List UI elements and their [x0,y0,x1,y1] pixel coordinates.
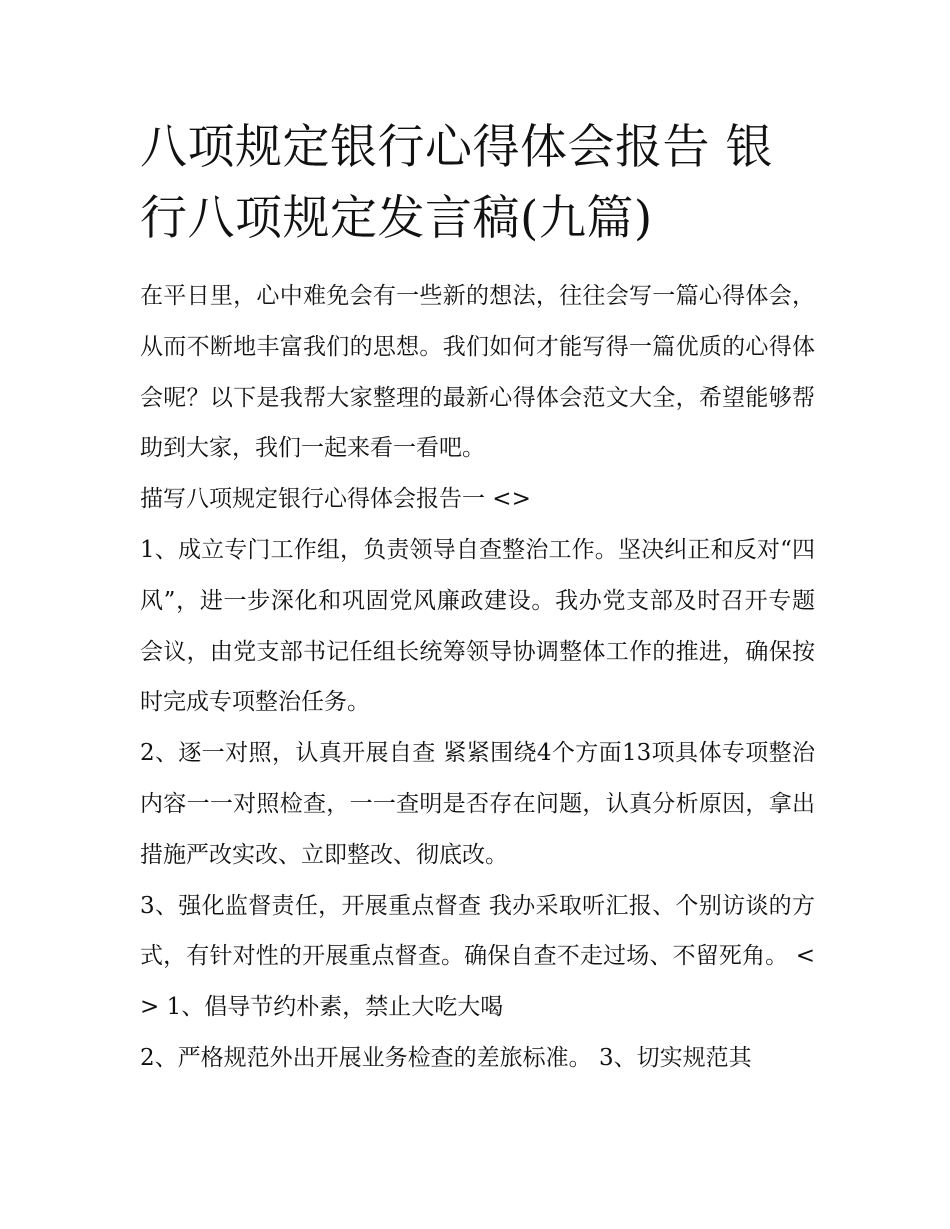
document-page [140,112,815,1084]
document-body [140,271,815,1084]
list-item-4: 2、严格规范外出开展业务检查的差旅标准。 3、切实规范其 [140,1044,752,1071]
list-item-1: 1、成立专门工作组，负责领导自查整治工作。坚决纠正和反对“四风”，进一步深化和巩固党风廉政建设。我办党支部及时召开专题会议，由党支部书记任组长统筹领导协调整体工作的推进，确保按时完成专项整治任务。 [140,536,815,716]
document-title: 八项规定银行心得体会报告 银行八项规定发言稿(九篇) [140,120,773,246]
intro-paragraph: 在平日里，心中难免会有一些新的想法，往往会写一篇心得体会，从而不断地丰富我们的思想。我们如何才能写得一篇优质的心得体会呢？以下是我帮大家整理的最新心得体会范文大全，希望能够帮助到大家，我们一起来看一看吧。 [140,283,815,462]
section-heading: 描写八项规定银行心得体会报告一 <> [140,486,531,513]
list-item-2: 2、逐一对照，认真开展自查 紧紧围绕4个方面13项具体专项整治内容一一对照检查，一一查明是否存在问题，认真分析原因，拿出措施严改实改、立即整改、彻底改。 [140,740,815,868]
list-item-3: 3、强化监督责任，开展重点督查 我办采取听汇报、个别访谈的方式，有针对性的开展重点督查。确保自查不走过场、不留死角。 <> 1、倡导节约朴素，禁止大吃大喝 [140,892,815,1021]
